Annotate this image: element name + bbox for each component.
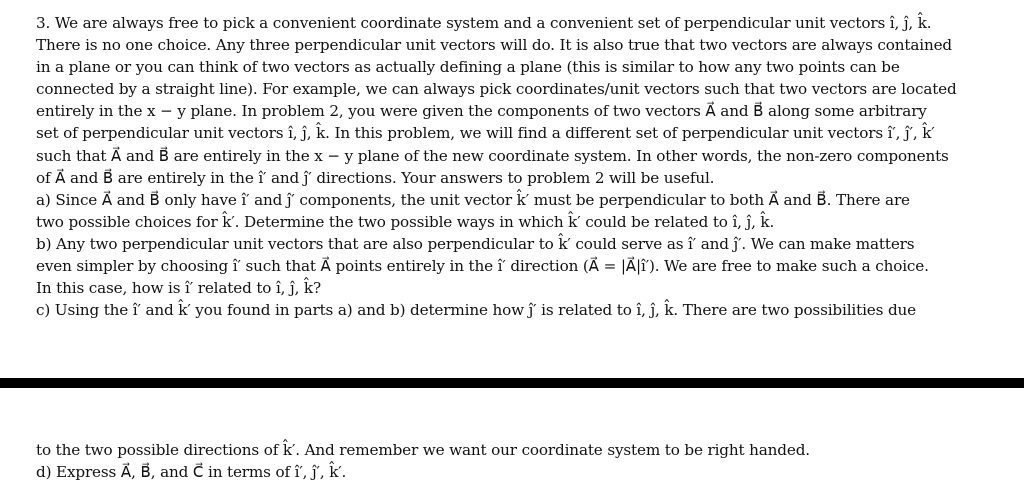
text-line: connected by a straight line). For example, we can always pick coordinates/unit vectors such that two vectors are located <box>36 80 957 99</box>
text-line: in a plane or you can think of two vectors as actually defining a plane (this is similar to how any two points can be <box>36 58 900 77</box>
part-a-line: a) Since A⃗ and B⃗ only have ı̂′ and ȷ̂′ components, the unit vector k̂′ must be perpendicular to both A⃗ and B⃗. There are <box>36 190 910 209</box>
text-line: two possible choices for k̂′. Determine the two possible ways in which k̂′ could be related to ı̂, ȷ̂, k̂. <box>36 212 775 231</box>
part-c-line: c) Using the ı̂′ and k̂′ you found in parts a) and b) determine how ȷ̂′ is related to ı̂, ȷ̂, k̂. There are two possibilities due <box>36 301 916 320</box>
text-line: even simpler by choosing ı̂′ such that A⃗ points entirely in the ı̂′ direction (A⃗ = |A⃗|ı̂′). We are free to make such a choice. <box>36 257 929 276</box>
text-line: to the two possible directions of k̂′. And remember we want our coordinate system to be right handed. <box>36 441 810 459</box>
part-b-line: b) Any two perpendicular unit vectors that are also perpendicular to k̂′ could serve as ı̂′ and ȷ̂′. We can make matters <box>36 234 915 253</box>
text-line: such that A⃗ and B⃗ are entirely in the x − y plane of the new coordinate system. In other words, the non-zero components <box>36 146 949 165</box>
part-d-line: d) Express A⃗, B⃗, and C⃗ in terms of ı̂′, ȷ̂′, k̂′. <box>36 463 347 482</box>
text-line: set of perpendicular unit vectors ı̂, ȷ̂, k̂. In this problem, we will find a different set of perpendicular unit vectors ı̂′, ȷ̂′, k̂′ <box>36 124 935 143</box>
problem-text-bottom <box>36 439 988 483</box>
page-break-divider <box>0 378 1024 388</box>
text-line: In this case, how is ı̂′ related to ı̂, ȷ̂, k̂? <box>36 279 321 298</box>
text-line: 3. We are always free to pick a convenient coordinate system and a convenient set of perpendicular unit vectors ı̂, ȷ̂, k̂. <box>36 14 932 32</box>
text-line: There is no one choice. Any three perpendicular unit vectors will do. It is also true that two vectors are always contained <box>36 36 953 55</box>
text-line: entirely in the x − y plane. In problem 2, you were given the components of two vectors A⃗ and B⃗ along some arbitrary <box>36 102 927 121</box>
problem-text-top <box>36 12 988 321</box>
text-line: of A⃗ and B⃗ are entirely in the ı̂′ and ȷ̂′ directions. Your answers to problem 2 will be useful. <box>36 168 715 187</box>
